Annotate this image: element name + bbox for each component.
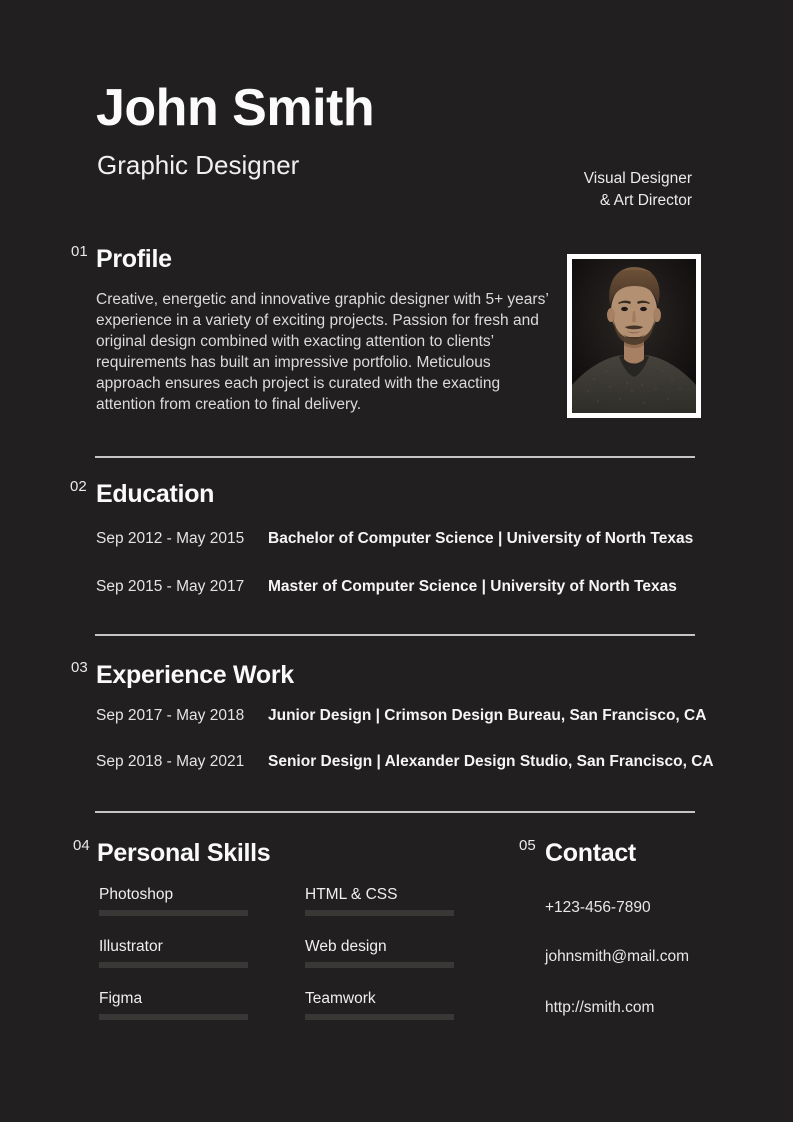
experience-period: Sep 2018 - May 2021 [96, 753, 245, 770]
contact-website: http://smith.com [545, 999, 655, 1016]
education-section-heading: Education [96, 480, 215, 508]
contact-phone: +123-456-7890 [545, 899, 651, 916]
tagline-line-2: & Art Director [599, 191, 692, 209]
experience-period: Sep 2017 - May 2018 [96, 707, 245, 724]
skill-bar [305, 962, 454, 968]
skill-bar [99, 910, 248, 916]
section-divider [95, 456, 695, 458]
experience-description: Junior Design | Crimson Design Bureau, San Francisco, CA [268, 707, 707, 724]
contact-email: johnsmith@mail.com [545, 948, 690, 965]
skills-section-number: 04 [73, 837, 90, 854]
skill-bar [305, 910, 454, 916]
section-divider [95, 811, 695, 813]
profile-section-heading: Profile [96, 245, 172, 273]
education-period: Sep 2015 - May 2017 [96, 578, 245, 595]
skill-bar [99, 1014, 248, 1020]
skill-bar [305, 1014, 454, 1020]
experience-section-heading: Experience Work [96, 661, 294, 689]
experience-description: Senior Design | Alexander Design Studio, San Francisco, CA [268, 753, 714, 770]
education-description: Master of Computer Science | University of North Texas [268, 578, 677, 595]
portrait-image [572, 259, 696, 413]
profile-section-number: 01 [71, 243, 88, 260]
profile-summary-text: Creative, energetic and innovative graphic designer with 5+ years’ experience in a variety of exciting projects. Passion for fresh and original design combined with exacting attention to clients’ requirements has built an impressive portfolio. Meticulous approach ensures each project is curated with the exacting attention from creation to final delivery. [96, 291, 549, 413]
contact-section-number: 05 [519, 837, 536, 854]
skill-label: Figma [99, 990, 143, 1007]
header-tagline [584, 168, 692, 211]
skill-bar [99, 962, 248, 968]
skill-label: Teamwork [305, 990, 376, 1007]
skill-label: Web design [305, 938, 387, 955]
education-section-number: 02 [70, 478, 87, 495]
person-name: John Smith [96, 79, 375, 137]
skills-section-heading: Personal Skills [97, 839, 271, 867]
skill-label: Illustrator [99, 938, 163, 955]
education-description: Bachelor of Computer Science | University of North Texas [268, 530, 694, 547]
skill-label: HTML & CSS [305, 886, 398, 903]
skill-label: Photoshop [99, 886, 174, 903]
job-title: Graphic Designer [97, 150, 300, 180]
education-period: Sep 2012 - May 2015 [96, 530, 245, 547]
contact-section-heading: Contact [545, 839, 636, 867]
experience-section-number: 03 [71, 659, 88, 676]
tagline-line-1: Visual Designer [583, 170, 692, 187]
profile-photo [567, 254, 701, 418]
section-divider [95, 634, 695, 636]
